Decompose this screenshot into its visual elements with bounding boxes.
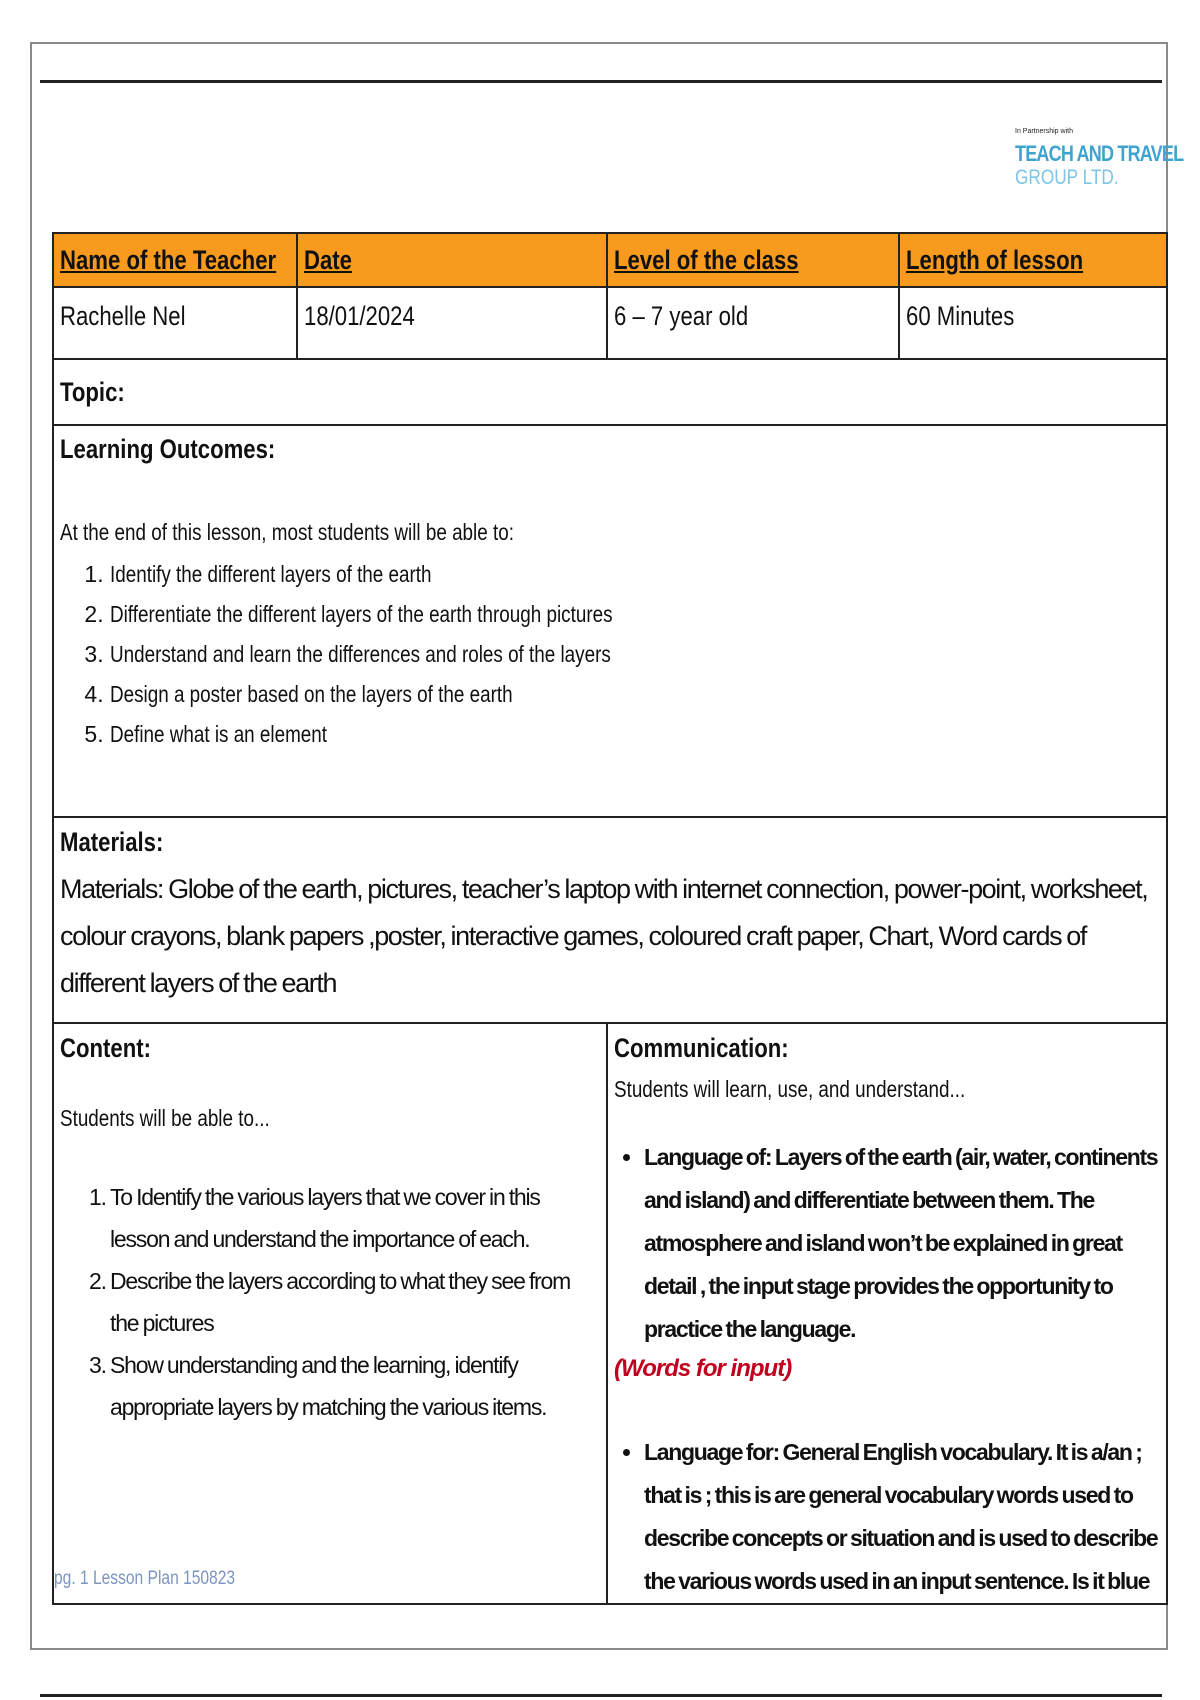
content-intro: Students will be able to... xyxy=(60,1105,270,1131)
materials-cell xyxy=(53,817,1167,1023)
length-label: Length of lesson xyxy=(906,245,1084,275)
materials-row xyxy=(53,817,1167,1023)
list-item: 5. Define what is an element xyxy=(110,714,1160,754)
topic-cell xyxy=(53,359,1167,425)
level-label: Level of the class xyxy=(614,245,799,275)
teacher-header-cell xyxy=(53,233,297,287)
list-item: 1. To Identify the various layers that we cover in this lesson and understand the importance of each. xyxy=(110,1176,600,1260)
topic-label: Topic: xyxy=(60,377,125,407)
page-footer: pg. 1 Lesson Plan 150823 xyxy=(54,1568,236,1589)
partner-logo xyxy=(1015,128,1184,189)
list-item: 4. Design a poster based on the layers of the earth xyxy=(110,674,1160,714)
list-item: 2. Differentiate the different layers of the earth through pictures xyxy=(110,594,1160,634)
learning-outcomes-row xyxy=(53,425,1167,817)
communication-cell xyxy=(607,1023,1167,1604)
content-label: Content: xyxy=(60,1033,151,1063)
date-header-cell xyxy=(297,233,607,287)
communication-list xyxy=(614,1136,1160,1351)
teacher-label: Name of the Teacher xyxy=(60,245,277,275)
list-item: 2. Describe the layers according to what they see from the pictures xyxy=(110,1260,600,1344)
content-cell xyxy=(53,1023,607,1604)
level-value-cell xyxy=(607,287,899,359)
language-of-item: • Language of: Layers of the earth (air, water, continents and island) and differentiate between them. The atmosphere and island won’t be explained in great detail , the input stage provides the opportunity to practice the language. xyxy=(644,1136,1160,1351)
materials-text: Materials: Globe of the earth, pictures, teacher’s laptop with internet connection, power-point, worksheet, colour crayons, blank papers ,poster, interactive games, coloured craft paper, Chart, Word cards of different layers of the earth xyxy=(60,874,1148,998)
language-for-item: • Language for: General English vocabulary. It is a/an ; that is ; this is are general vocabulary words used to describe concepts or situation and is used to describe the various words used in an input sentence. Is it blue xyxy=(644,1431,1160,1603)
logo-partnership-text: In Partnership with xyxy=(1015,128,1073,135)
learning-outcomes-label: Learning Outcomes: xyxy=(60,434,276,464)
length-value-cell xyxy=(899,287,1167,359)
learning-outcomes-list xyxy=(60,554,1160,754)
materials-label: Materials: xyxy=(60,827,164,857)
values-row xyxy=(53,287,1167,359)
date-label: Date xyxy=(304,245,352,275)
date-value: 18/01/2024 xyxy=(304,301,415,331)
header-row xyxy=(53,233,1167,287)
list-item: 3. Show understanding and the learning, identify appropriate layers by matching the various items. xyxy=(110,1344,600,1428)
learning-outcomes-cell xyxy=(53,425,1167,817)
communication-intro: Students will learn, use, and understand... xyxy=(614,1076,966,1102)
communication-list-2 xyxy=(614,1431,1160,1603)
topic-row xyxy=(53,359,1167,425)
logo-line-2: GROUP LTD. xyxy=(1015,166,1119,189)
communication-label: Communication: xyxy=(614,1033,789,1063)
header-rule xyxy=(40,80,1162,83)
list-item: 3. Understand and learn the differences and roles of the layers xyxy=(110,634,1160,674)
words-for-input: (Words for input) xyxy=(614,1355,792,1382)
learning-outcomes-intro: At the end of this lesson, most students will be able to: xyxy=(60,519,514,545)
level-value: 6 – 7 year old xyxy=(614,301,749,331)
length-header-cell xyxy=(899,233,1167,287)
content-list xyxy=(60,1176,600,1428)
lesson-plan-table xyxy=(52,232,1168,1605)
level-header-cell xyxy=(607,233,899,287)
logo-line-1: TEACH AND TRAVEL xyxy=(1015,141,1184,166)
next-page-rule xyxy=(40,1694,1162,1697)
length-value: 60 Minutes xyxy=(906,301,1015,331)
content-communication-row xyxy=(53,1023,1167,1604)
date-value-cell xyxy=(297,287,607,359)
teacher-value: Rachelle Nel xyxy=(60,301,186,331)
list-item: 1. Identify the different layers of the earth xyxy=(110,554,1160,594)
teacher-value-cell xyxy=(53,287,297,359)
